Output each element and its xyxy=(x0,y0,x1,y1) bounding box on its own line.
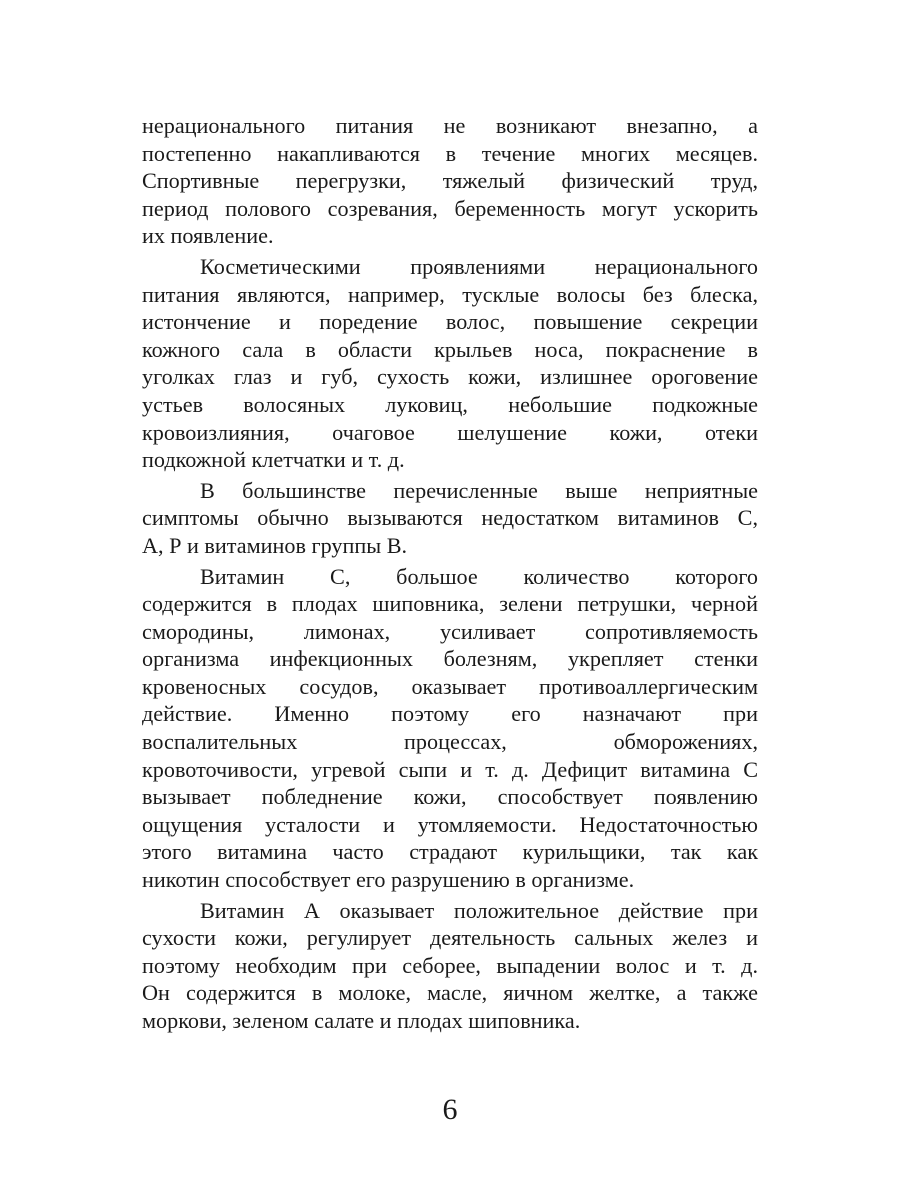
text-line: действие. Именно поэтому его назначают при xyxy=(142,701,758,727)
paragraph-2 xyxy=(142,253,758,474)
text-line: В большинстве перечисленные выше неприятные xyxy=(200,477,758,503)
text-line: поэтому необходим при себорее, выпадении волос и т. д. xyxy=(142,952,758,978)
body-text xyxy=(142,112,758,1035)
text-line: нерационального питания не возникают внезапно, а xyxy=(142,113,758,138)
text-line: симптомы обычно вызываются недостатком витаминов С, xyxy=(142,505,758,531)
paragraph-3 xyxy=(142,477,758,560)
text-line: содержится в плодах шиповника, зелени петрушки, черной xyxy=(142,591,758,617)
text-line: подкожной клетчатки и т. д. xyxy=(142,447,405,473)
text-line: истончение и поредение волос, повышение секреции xyxy=(142,309,758,335)
text-line: А, Р и витаминов группы В. xyxy=(142,532,408,558)
text-line: воспалительных процессах, обморожениях, xyxy=(142,729,758,755)
text-line: устьев волосяных луковиц, небольшие подкожные xyxy=(142,391,758,417)
text-line: Витамин С, большое количество которого xyxy=(200,563,758,589)
text-line: вызывает побледнение кожи, способствует появлению xyxy=(142,784,758,810)
text-line: их появление. xyxy=(142,223,274,249)
paragraph-5 xyxy=(142,897,758,1035)
text-line: уголках глаз и губ, сухость кожи, излишнее ороговение xyxy=(142,364,758,390)
text-line: кровоточивости, угревой сыпи и т. д. Дефицит витамина С xyxy=(142,756,758,782)
paragraph-1 xyxy=(142,112,758,250)
text-line: моркови, зеленом салате и плодах шиповника. xyxy=(142,1008,581,1033)
text-line: период полового созревания, беременность могут ускорить xyxy=(142,195,758,221)
text-line: смородины, лимонах, усиливает сопротивляемость xyxy=(142,618,758,644)
text-line: постепенно накапливаются в течение многих месяцев. xyxy=(142,140,758,166)
text-line: сухости кожи, регулирует деятельность сальных желез и xyxy=(142,925,758,951)
text-line: организма инфекционных болезням, укрепляет стенки xyxy=(142,646,758,672)
text-line: кожного сала в области крыльев носа, покраснение в xyxy=(142,336,758,362)
text-line: ощущения усталости и утомляемости. Недостаточностью xyxy=(142,811,758,837)
text-line: этого витамина часто страдают курильщики, так как xyxy=(142,839,758,865)
text-line: Он содержится в молоке, масле, яичном желтке, а также xyxy=(142,980,758,1006)
text-line: никотин способствует его разрушению в организме. xyxy=(142,867,635,893)
page-number: 6 xyxy=(442,1093,458,1126)
text-line: Косметическими проявлениями нерационального xyxy=(200,253,758,279)
text-line: Витамин А оказывает положительное действие при xyxy=(200,897,758,923)
text-line: кровоизлияния, очаговое шелушение кожи, отеки xyxy=(142,419,758,445)
text-line: кровеносных сосудов, оказывает противоаллергическим xyxy=(142,673,758,699)
paragraph-4 xyxy=(142,563,758,894)
text-line: питания являются, например, тусклые волосы без блеска, xyxy=(142,281,758,307)
text-line: Спортивные перегрузки, тяжелый физический труд, xyxy=(142,168,758,194)
